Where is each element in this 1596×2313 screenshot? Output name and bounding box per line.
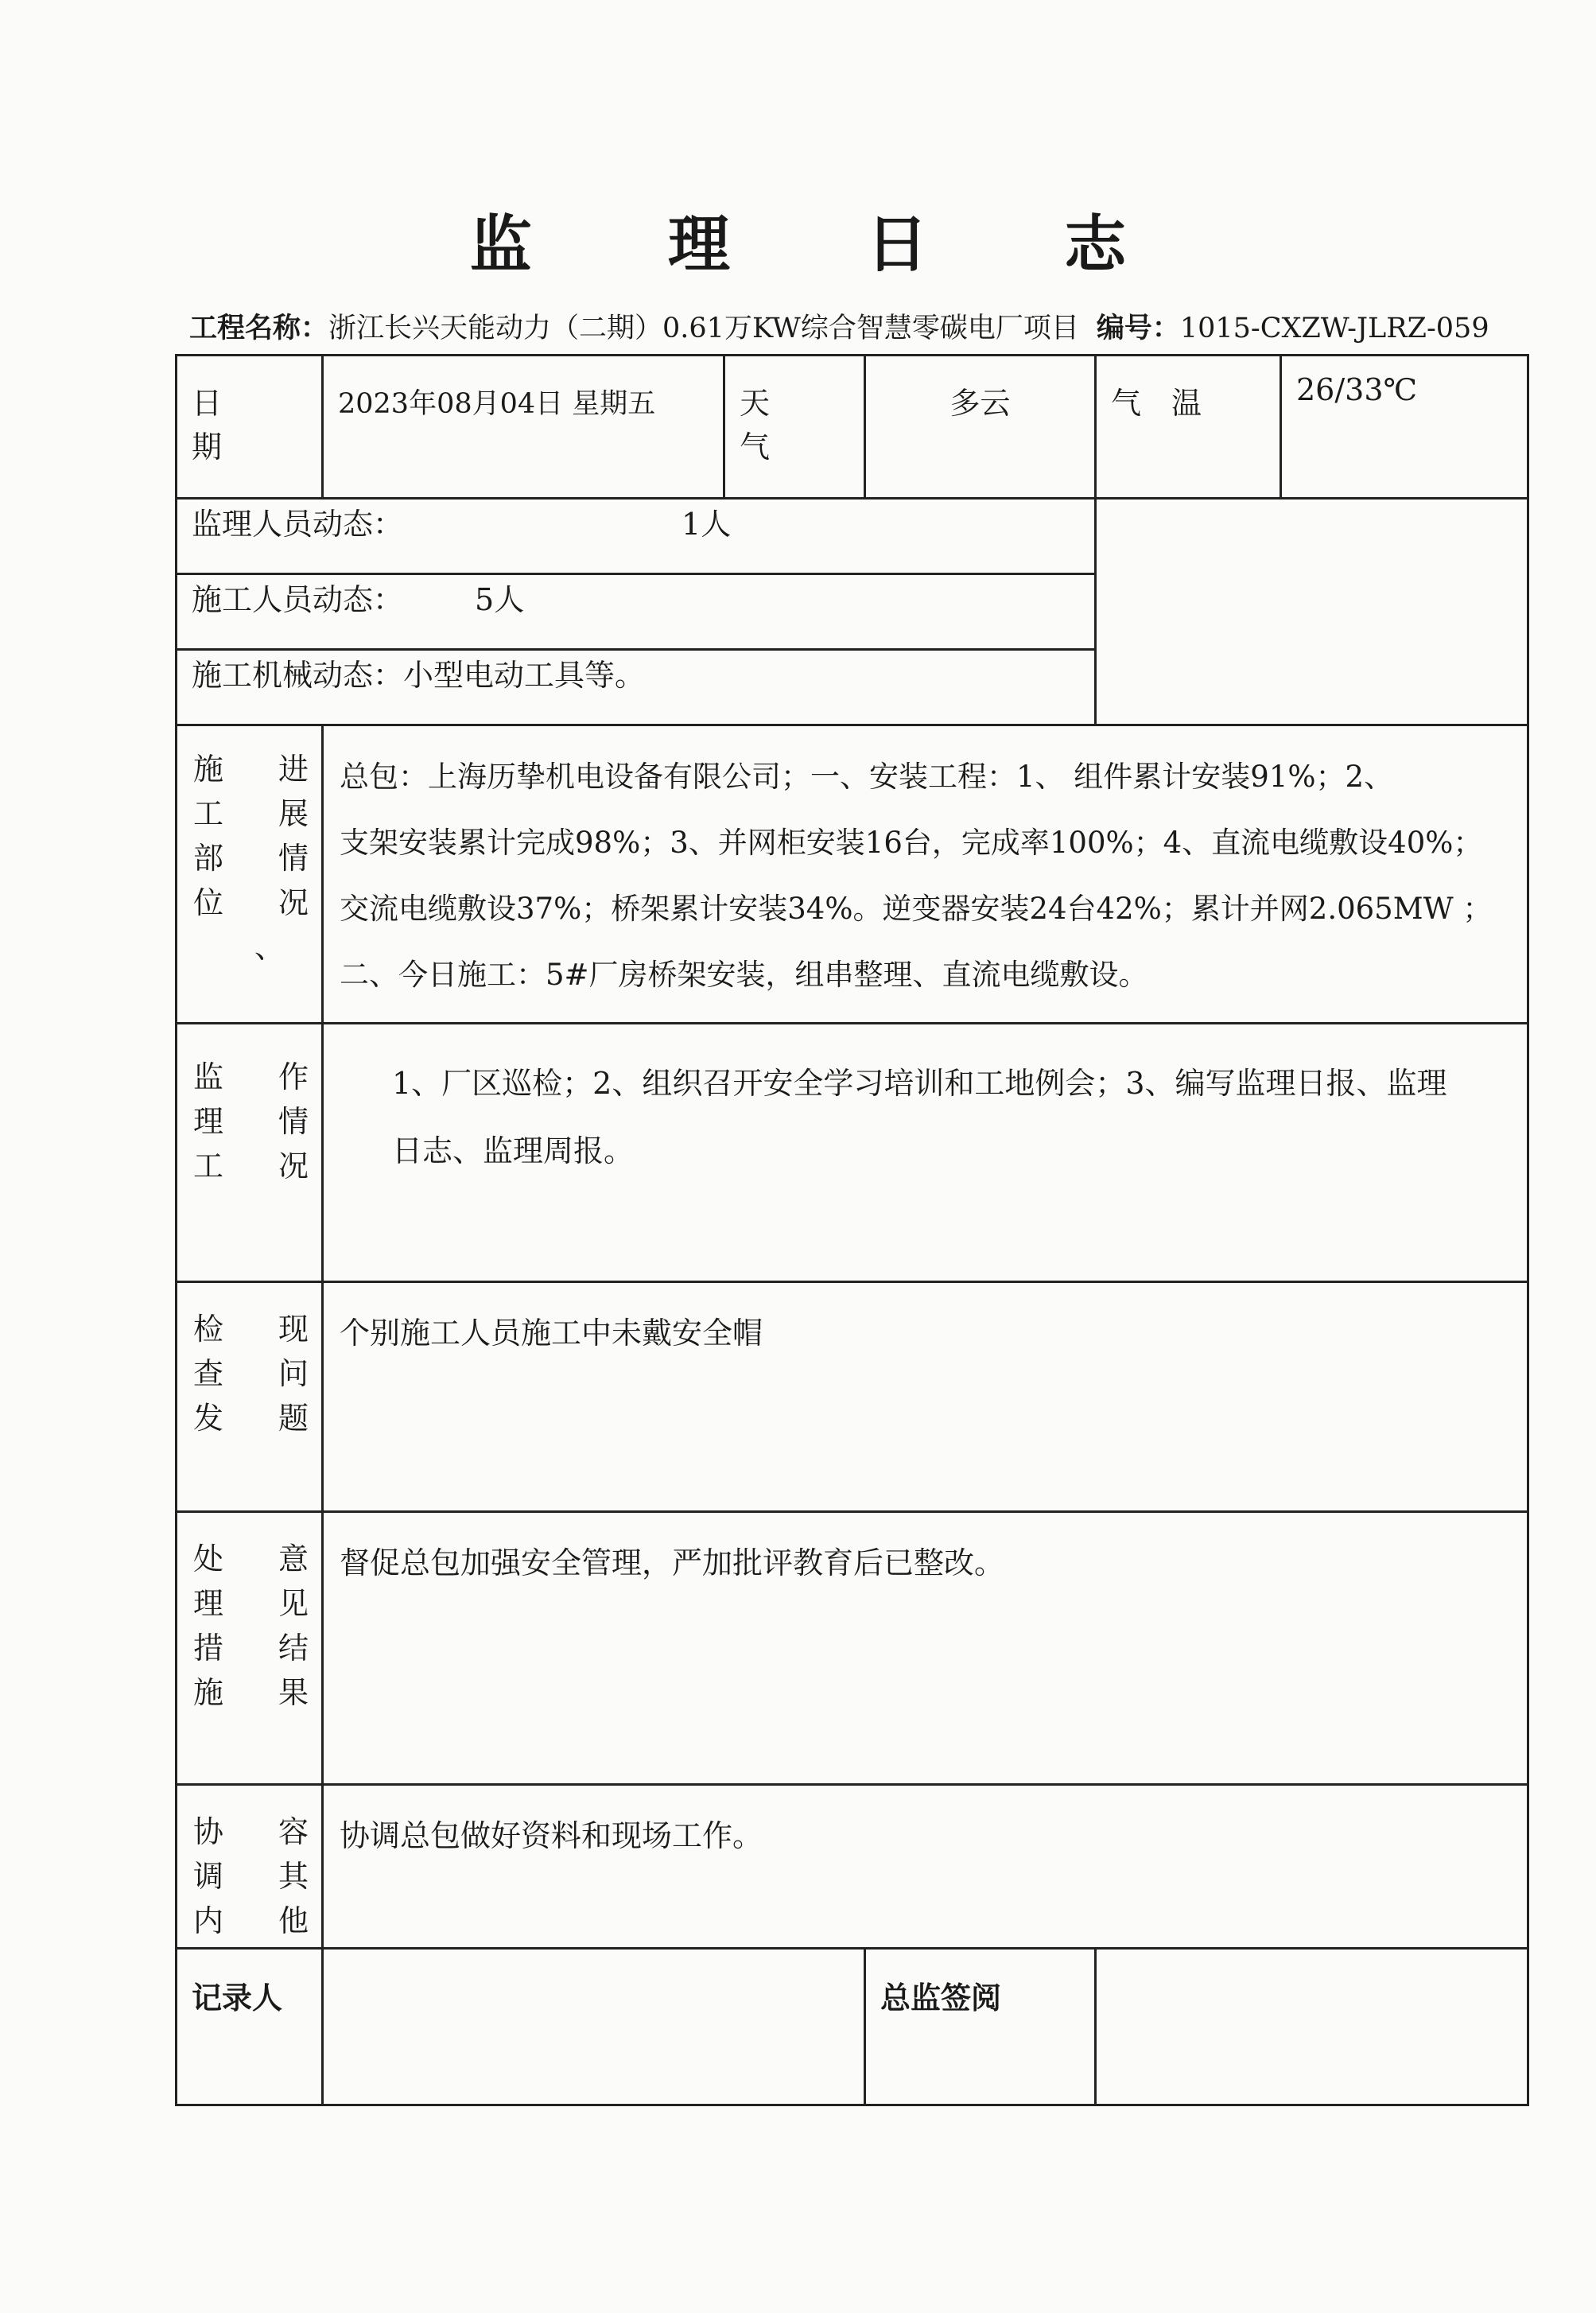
progress-line: 支架安装累计完成98%；3、并网柜安装16台，完成率100%；4、直流电缆敷设40%；	[340, 826, 1483, 860]
weather-label: 天气	[740, 386, 801, 465]
temperature-value: 26/33℃	[1296, 372, 1418, 407]
progress-label: 施 进 工 展 部 情 位 况 、	[193, 752, 309, 965]
coord-label: 协 容 调 其 内 他	[193, 1814, 309, 1938]
chief-label: 总监签阅	[880, 1980, 1002, 2016]
work-line: 1、厂区巡检；2、组织召开安全学习培训和工地例会；3、编写监理日报、监理	[392, 1066, 1447, 1101]
sign-row	[177, 1949, 1528, 2105]
handle-label: 处 意 理 见 措 结 施 果	[193, 1541, 309, 1710]
supervisor-row	[177, 499, 1528, 574]
work-label: 监 作 理 情 工 况	[193, 1059, 309, 1184]
supervisor-value: 1人	[682, 507, 732, 542]
handle-row	[177, 1512, 1528, 1785]
work-row	[177, 1024, 1528, 1282]
handle-content: 督促总包加强安全管理，严加批评教育后已整改。	[340, 1545, 1005, 1580]
progress-line: 总包：上海历挚机电设备有限公司；一、安装工程：1、 组件累计安装91%；2、	[340, 760, 1394, 794]
project-code-label: 编号：	[1096, 312, 1180, 344]
blank-cell	[1096, 499, 1528, 725]
date-value: 2023年08月04日 星期五	[338, 388, 656, 420]
worker-label: 施工人员动态：	[192, 582, 404, 617]
progress-content	[324, 726, 1527, 1008]
coord-row	[177, 1785, 1528, 1949]
document-title: 监 理 日 志	[469, 208, 1184, 281]
check-content: 个别施工人员施工中未戴安全帽	[340, 1316, 763, 1351]
work-line: 日志、监理周报。	[392, 1133, 635, 1168]
check-row	[177, 1282, 1528, 1512]
date-label: 日期	[192, 386, 253, 465]
coord-content: 协调总包做好资料和现场工作。	[340, 1818, 763, 1853]
machine-label: 施工机械动态：	[192, 658, 404, 693]
work-content	[324, 1024, 1527, 1185]
project-name-value: 浙江长兴天能动力（二期）0.61万KW综合智慧零碳电厂项目	[328, 313, 1079, 344]
header-row	[177, 356, 1528, 499]
progress-row	[177, 725, 1528, 1024]
log-table	[175, 354, 1529, 2106]
worker-value: 5人	[475, 582, 525, 617]
project-name-label: 工程名称：	[189, 312, 329, 344]
supervisor-label: 监理人员动态：	[192, 507, 404, 542]
progress-line: 二、今日施工：5#厂房桥架安装，组串整理、直流电缆敷设。	[340, 958, 1148, 992]
temperature-label: 气温	[1111, 386, 1233, 421]
check-label: 检 现 查 问 发 题	[193, 1312, 309, 1436]
progress-line: 交流电缆敷设37%；桥架累计安装34%。逆变器安装24台42%；累计并网2.065MW ；	[340, 892, 1493, 926]
recorder-label: 记录人	[192, 1980, 283, 2016]
weather-value: 多云	[949, 386, 1011, 421]
machine-value: 小型电动工具等。	[403, 658, 646, 693]
project-code-value: 1015-CXZW-JLRZ-059	[1179, 313, 1489, 344]
chief-signature-field[interactable]	[1096, 1949, 1528, 2105]
recorder-signature-field[interactable]	[323, 1949, 865, 2105]
project-info	[189, 306, 1489, 346]
